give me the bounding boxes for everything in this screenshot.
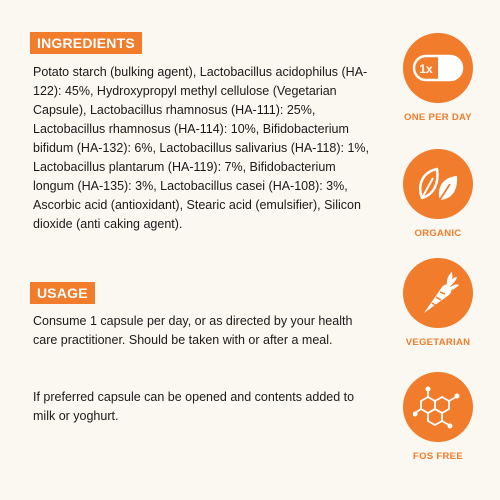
badge-circle: [403, 33, 473, 103]
ingredients-heading: INGREDIENTS: [30, 32, 142, 54]
capsule-icon: [411, 51, 465, 85]
badge-circle: [403, 149, 473, 219]
carrot-icon: [416, 269, 460, 317]
badge-fos-free: [393, 372, 483, 462]
capsule-count-text: 1x: [419, 62, 433, 76]
badge-vegetarian: [393, 258, 483, 348]
molecule-icon: [413, 385, 463, 429]
badge-label: ONE PER DAY: [404, 112, 472, 123]
usage-note: If preferred capsule can be opened and contents added to milk or yoghurt.: [33, 390, 355, 423]
leaves-icon: [415, 164, 461, 204]
badge-organic: [393, 149, 483, 239]
ingredients-text: Potato starch (bulking agent), Lactobacillus acidophilus (HA-122): 45%, Hydroxypropyl methyl cellulose (Vegetarian Capsule), Lactobacillus rhamnosus (HA-111): 25%, Lactobacillus rhamnosus (HA-114): 10%, Bifidobacterium bifidum (HA-132): 6%, Lactobacillus salivarius (HA-118): 1%, Lactobacillus plantarum (HA-119): 7%, Bifidobacterium longum (HA-135): 3%, Lactobacillus casei (HA-108): 3%, Ascorbic acid (antioxidant), Stearic acid (emulsifier), Silicon dioxide (anti caking agent).: [33, 65, 370, 231]
badge-circle: [403, 258, 473, 328]
usage-text: Consume 1 capsule per day, or as directed by your health care practitioner. Should be taken with or after a meal.: [33, 314, 353, 347]
badge-label: ORGANIC: [414, 228, 462, 239]
badge-circle: [403, 372, 473, 442]
badge-label: VEGETARIAN: [405, 337, 471, 348]
badge-label: FOS FREE: [413, 451, 463, 462]
usage-heading: USAGE: [30, 282, 95, 304]
badge-one-per-day: [393, 33, 483, 123]
